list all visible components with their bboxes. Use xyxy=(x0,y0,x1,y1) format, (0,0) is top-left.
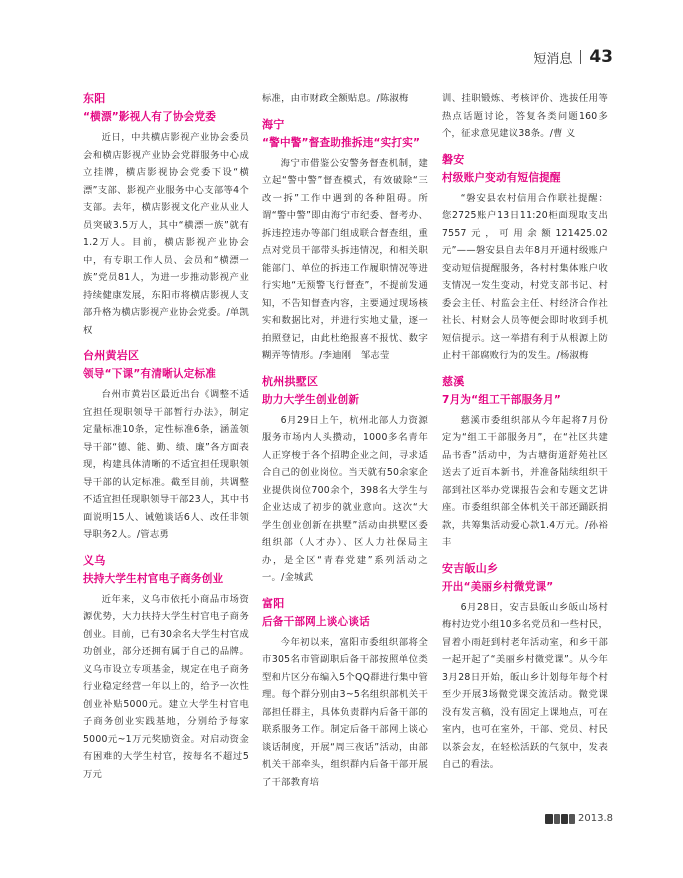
continued-text: 训、挂职锻炼、考核评价、选拔任用等热点话题讨论，答复各类问题160多个，征求意见建议38条。/曹 义 xyxy=(442,93,608,139)
region-label: 磐安 xyxy=(442,152,465,166)
news-body: 今年初以来，富阳市委组织部将全市305名市管副职后备干部按照单位类型和片区分布编入5个QQ群进行集中管理。每个群分别由3~5名组织部机关干部担任群主，具体负责群内后备干部的联系服务工作。制定后备干部网上谈心谈话制度，开展“周三夜话”活动，由部机关干部牵头，组织群内后备干部开展了干部教育培 xyxy=(262,636,428,788)
region-label: 义乌 xyxy=(83,553,106,567)
region-label: 杭州拱墅区 xyxy=(262,374,319,388)
news-body: 慈溪市委组织部从今年起将7月份定为“组工干部服务月”，在“社区共建品书香”活动中，为古塘街道舒苑社区送去了近百本新书，并准备陆续组织干部到社区举办党课报告会和专题文艺讲座。市委组织部全体机关干部还踊跃捐款，共筹集活动爱心款1.4万元。/孙裕丰 xyxy=(442,414,608,548)
news-body: 台州市黄岩区最近出台《调整不适宜担任现职领导干部暂行办法》，制定定量标准10条，定性标准6条，涵盖领导干部“德、能、勤、绩、廉”各方面表现，构建具体清晰的不适宜担任现职领导干部的认定标准。截至目前，共调整不适宜担任现职领导干部23人，其中书面说明15人、诫勉谈话6人、改任非领导职务2人。/管志勇 xyxy=(83,389,249,540)
column-1 xyxy=(83,90,249,783)
region-label: 安吉皈山乡 xyxy=(442,561,499,575)
news-item-panan xyxy=(442,151,608,365)
headline: “警中警”督查助推拆违“实打实” xyxy=(262,136,421,149)
news-item-dongyang xyxy=(83,90,249,339)
news-body: 6月28日，安吉县皈山乡皈山场村梅村边党小组10多名党员和一些村民，冒着小雨赶到村老年活动室，和乡干部一起开起了“美丽乡村微党课”。从今年3月28日开始，皈山乡计划每年每个村至少开展3场微党课交流活动。微党课没有发言稿，没有固定上课地点，可在室内，也可在室外，干部、党员、村民以茶会友，在轻松活跃的气氛中，发表自己的看法。 xyxy=(442,601,608,770)
page-number: 43 xyxy=(589,47,613,67)
news-item-anji xyxy=(442,560,608,774)
news-item-fuyang xyxy=(262,595,428,792)
news-item-gongshu xyxy=(262,373,428,587)
region-label: 东阳 xyxy=(83,92,106,105)
region-label: 富阳 xyxy=(262,596,285,610)
news-item-haining xyxy=(262,116,428,365)
headline: 后备干部网上谈心谈话 xyxy=(262,615,370,628)
section-title: 短消息 xyxy=(533,51,573,67)
magazine-logo xyxy=(545,814,575,824)
headline: 助力大学生创业创新 xyxy=(262,393,360,406)
column-2 xyxy=(262,90,428,791)
headline: 领导“下课”有清晰认定标准 xyxy=(83,368,217,380)
headline: “横漂”影视人有了协会党委 xyxy=(83,111,217,123)
news-body: 海宁市借鉴公安警务督查机制，建立起“警中警”督查模式，有效破除“三改一拆”工作中遇到的各种阻碍。所谓“警中警”即由海宁市纪委、督考办、拆违控违办等部门组成联合督查组，重点对党员干部带头拆违情况，和相关职能部门、单位的拆违工作履职情况等进行实地“无预警飞行督查”，不提前发通知，不告知督查内容，主要通过现场核实和数据比对，并进行实地丈量，逐一拍照登记，由此杜绝报喜不报忧、数字糊弄等情形。/李迪刚 邹志莹 xyxy=(262,157,428,361)
news-body: 近日，中共横店影视产业协会委员会和横店影视产业协会党群服务中心成立挂牌，横店影视协会党委下设“横漂”支部、影视产业服务中心支部等4个支部。去年，横店影视文化产业从业人员突破3.5万人，其中“横漂一族”就有1.2万人。目前，横店影视产业协会中，有专职工作人员、会员和“横漂一族”党员81人，为进一步推动影视产业持续健康发展，东阳市将横店影视人支部升格为横店影视产业协会党委。/单凯权 xyxy=(83,132,249,336)
continued-text: 标准，由市财政全额贴息。/陈淑梅 xyxy=(262,93,409,104)
header-divider xyxy=(580,50,581,64)
news-item-yiwu xyxy=(83,552,249,784)
news-body: 6月29日上午，杭州北部人力资源服务市场内人头攒动，1000多名青年人正穿梭于各个招聘企业之间，寻求适合自己的创业岗位。当天就有50余家企业提供岗位700余个，398名大学生与企业达成了初步的就业意向。这次“大学生创业创新在拱墅”活动由拱墅区委组织部（人才办）、区人力社保局主办，是全区“青春党建”系列活动之一。/金城武 xyxy=(262,414,428,583)
news-item-huangyan xyxy=(83,347,249,544)
news-body: 近年来，义乌市依托小商品市场资源优势，大力扶持大学生村官电子商务创业。目前，已有30余名大学生村官成功创业，部分还拥有属于自己的品牌。义乌市设立专项基金，规定在电子商务行业稳定经营一年以上的，给予一次性创业补贴5000元。建立大学生村官电子商务创业实践基地，分别给予每家5000元~1万元奖励资金。对启动资金有困难的大学生村官，按每名不超过5万元 xyxy=(83,593,249,780)
region-label: 慈溪 xyxy=(442,374,465,388)
region-label: 台州黄岩区 xyxy=(83,349,140,362)
news-body: “磐安县农村信用合作联社提醒：您2725账户13日11:20柜面现取支出7557元，可用余额121425.02元”——磐安县自去年8月开通村级账户变动短信提醒服务，各村村集体账户收支情况一发生变动，村党支部书记、村委会主任、村监会主任、村经济合作社社长、村财会人员等便会即时收到手机短信提示。这一举措有利于从根源上防止村干部腐败行为的发生。/杨淑梅 xyxy=(442,192,608,361)
running-head xyxy=(533,47,613,67)
issue-label: 2013.8 xyxy=(578,813,613,824)
headline: 7月为“组工干部服务月” xyxy=(442,393,562,406)
headline: 扶持大学生村官电子商务创业 xyxy=(83,572,224,585)
footer-folio xyxy=(545,813,613,824)
headline: 开出“美丽乡村微党课” xyxy=(442,580,554,593)
column-3 xyxy=(442,90,608,774)
region-label: 海宁 xyxy=(262,117,285,131)
headline: 村级账户变动有短信提醒 xyxy=(442,171,561,184)
news-item-cixi xyxy=(442,373,608,552)
